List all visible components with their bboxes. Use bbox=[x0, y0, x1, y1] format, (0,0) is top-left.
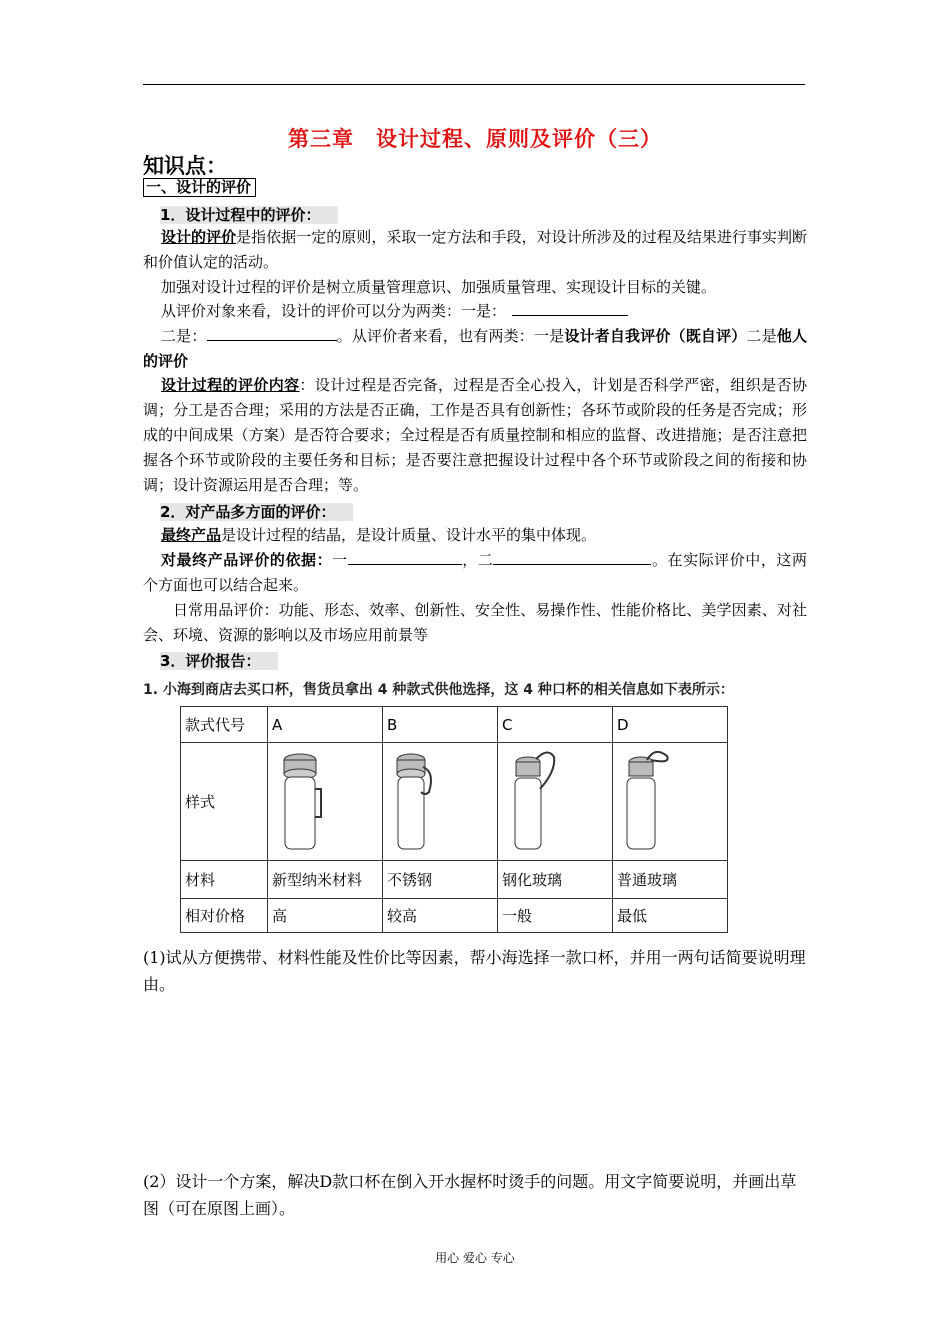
page-title: 第三章 设计过程、原则及评价（三） bbox=[288, 126, 662, 151]
question-2: (2）设计一个方案，解决D款口杯在倒入开水握杯时烫手的问题。用文字简要说明，并画出草图（可在原图上画）。 bbox=[143, 1172, 797, 1218]
cup-price: 最低 bbox=[613, 899, 728, 933]
cup-code: D bbox=[613, 707, 728, 743]
blank-field-2[interactable] bbox=[207, 324, 337, 341]
cup-material: 普通玻璃 bbox=[613, 861, 728, 899]
paragraph-definition: 设计的评价是指依据一定的原则，采取一定方法和手段，对设计所涉及的过程及结果进行事实判断和价值认定的活动。 bbox=[143, 228, 807, 271]
table-row bbox=[181, 899, 728, 933]
blank-field-1[interactable] bbox=[512, 299, 628, 316]
table-row bbox=[181, 707, 728, 743]
cup-image-b bbox=[383, 743, 498, 861]
paragraph-final-product: 最终产品是设计过程的结晶，是设计质量、设计水平的集中体现。 bbox=[161, 526, 597, 544]
cup-b-icon bbox=[387, 747, 487, 857]
term-process-content: 设计过程的评价内容 bbox=[161, 376, 300, 394]
cup-comparison-table bbox=[180, 706, 728, 933]
cup-material: 不锈钢 bbox=[383, 861, 498, 899]
cup-price: 高 bbox=[268, 899, 383, 933]
row-label: 相对价格 bbox=[181, 899, 268, 933]
row-label: 材料 bbox=[181, 861, 268, 899]
cup-code: B bbox=[383, 707, 498, 743]
paragraph-evaluators: 二是： 。从评价者来看，也有两类：一是设计者自我评价（既自评）二是他人的评价 bbox=[143, 324, 807, 374]
page-footer: 用心 爱心 专心 bbox=[435, 1251, 515, 1265]
row-label: 款式代号 bbox=[181, 707, 268, 743]
subheading-2: 2．对产品多方面的评价： bbox=[160, 501, 353, 522]
section-heading: 一、设计的评价 bbox=[143, 178, 256, 197]
paragraph-categories: 从评价对象来看，设计的评价可以分为两类：一是： bbox=[143, 299, 807, 324]
cup-image-a bbox=[268, 743, 383, 861]
top-rule bbox=[143, 84, 805, 85]
cup-code: A bbox=[268, 707, 383, 743]
question-1: (1)试从方便携带、材料性能及性价比等因素，帮小海选择一款口杯，并用一两句话简要说明理由。 bbox=[143, 948, 806, 994]
table-row bbox=[181, 861, 728, 899]
blank-field-4[interactable] bbox=[493, 548, 651, 565]
knowledge-heading: 知识点： bbox=[143, 153, 227, 178]
table-row bbox=[181, 743, 728, 861]
paragraph-importance: 加强对设计过程的评价是树立质量管理意识、加强质量管理、实现设计目标的关键。 bbox=[161, 278, 717, 296]
subheading-1: 1．设计过程中的评价： bbox=[160, 204, 338, 225]
cup-a-icon bbox=[272, 747, 372, 857]
cup-price: 较高 bbox=[383, 899, 498, 933]
cup-code: C bbox=[498, 707, 613, 743]
term-design-evaluation: 设计的评价 bbox=[161, 228, 237, 246]
cup-material: 新型纳米材料 bbox=[268, 861, 383, 899]
blank-field-3[interactable] bbox=[348, 548, 462, 565]
cup-image-d bbox=[613, 743, 728, 861]
paragraph-daily-items: 日常用品评价：功能、形态、效率、创新性、安全性、易操作性、性能价格比、美学因素、对社会、环境、资源的影响以及市场应用前景等 bbox=[143, 601, 807, 644]
cup-price: 一般 bbox=[498, 899, 613, 933]
row-label: 样式 bbox=[181, 743, 268, 861]
cup-d-icon bbox=[617, 747, 717, 857]
cup-c-icon bbox=[502, 747, 602, 857]
question-intro: 1. 小海到商店去买口杯，售货员拿出 4 种款式供他选择，这 4 种口杯的相关信息如下表所示： bbox=[143, 682, 734, 698]
paragraph-process-content: 设计过程的评价内容：设计过程是否完备，过程是否全心投入，计划是否科学严密，组织是否协调；分工是否合理；采用的方法是否正确，工作是否具有创新性；各环节或阶段的任务是否完成；形成的中间成果（方案）是否符合要求；全过程是否有质量控制和相应的监督、改进措施；是否注意把握各个环节或阶段的主要任务和目标；是否要注意把握设计过程中各个环节或阶段之间的衔接和协调；设计资源运用是否合理；等。 bbox=[143, 376, 807, 494]
paragraph-basis: 对最终产品评价的依据：一 ，二 。在实际评价中，这两个方面也可以结合起来。 bbox=[143, 548, 807, 598]
term-final-product: 最终产品 bbox=[161, 526, 222, 544]
cup-image-c bbox=[498, 743, 613, 861]
cup-material: 钢化玻璃 bbox=[498, 861, 613, 899]
subheading-3: 3．评价报告： bbox=[160, 650, 278, 671]
